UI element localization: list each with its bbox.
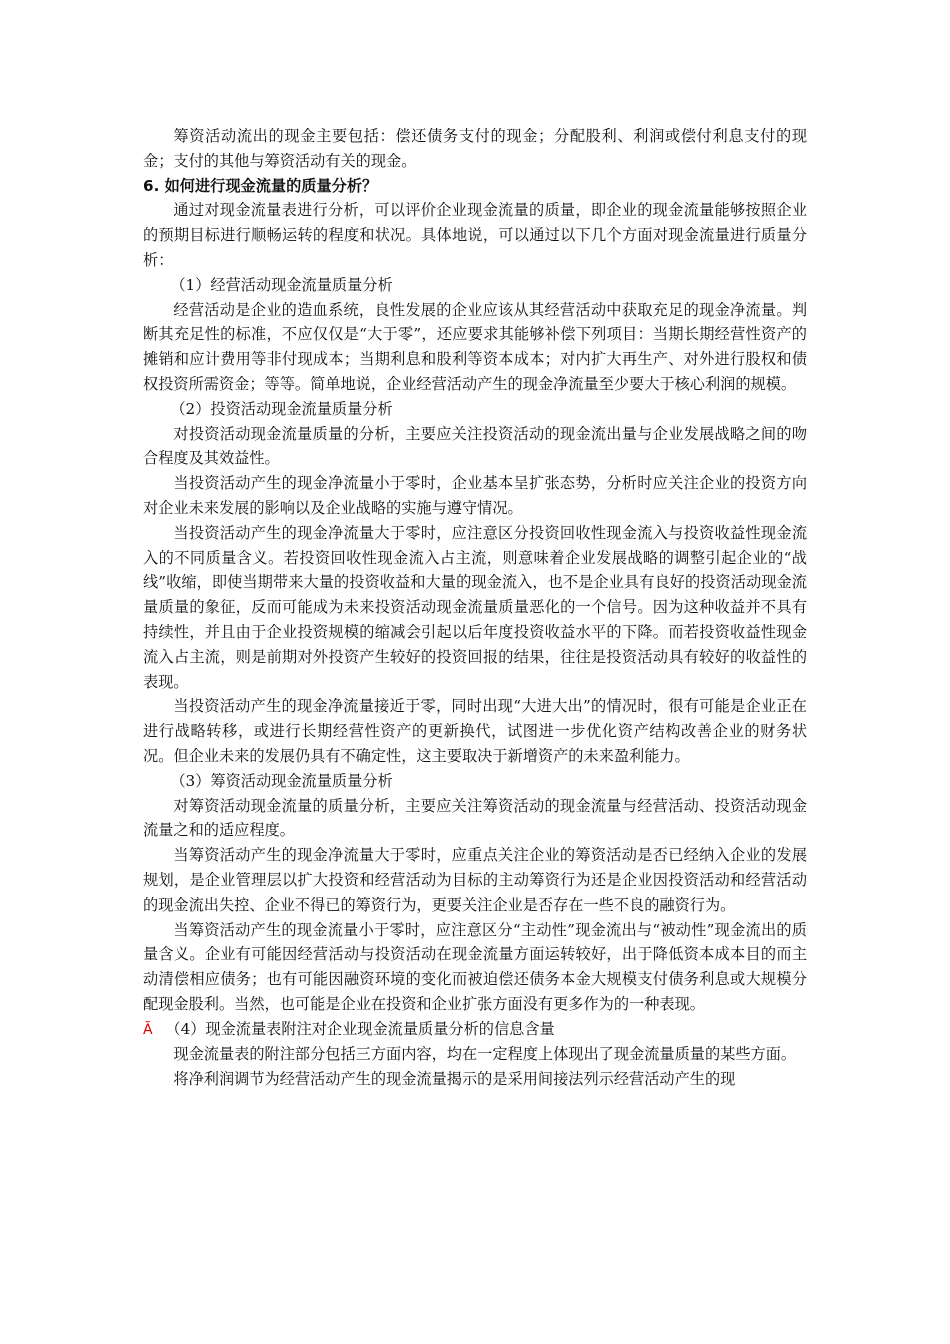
paragraph-financing-outflow: 筹资活动流出的现金主要包括：偿还债务支付的现金；分配股利、利润或偿付利息支付的现金；支付的其他与筹资活动有关的现金。 [143, 127, 807, 170]
red-marker-glyph: Ã [143, 1021, 153, 1038]
subheading-investing: （2）投资活动现金流量质量分析 [170, 399, 393, 418]
document-page [143, 124, 807, 1092]
paragraph-investing-a: 对投资活动现金流量质量的分析，主要应关注投资活动的现金流出量与企业发展战略之间的吻合程度及其效益性。 [143, 424, 807, 468]
paragraph-investing-b: 当投资活动产生的现金净流量小于零时，企业基本呈扩张态势，分析时应关注企业的投资方向对企业未来发展的影响以及企业战略的实施与遵守情况。 [143, 474, 807, 517]
paragraph-notes-a: 现金流量表的附注部分包括三方面内容，均在一定程度上体现出了现金流量质量的某些方面。 [173, 1045, 797, 1064]
paragraph-financing-b: 当筹资活动产生的现金净流量大于零时，应重点关注企业的筹资活动是否已经纳入企业的发展规划，是企业管理层以扩大投资和经营活动为目标的主动筹资行为还是企业因投资活动和经营活动的现金流出失控、企业不得已的筹资行为，更要关注企业是否存在一些不良的融资行为。 [143, 846, 807, 914]
subheading-notes-row [143, 1017, 807, 1043]
paragraph-financing-a: 对筹资活动现金流量的质量分析，主要应关注筹资活动的现金流量与经营活动、投资活动现金流量之和的适应程度。 [143, 796, 807, 840]
paragraph-operating: 经营活动是企业的造血系统，良性发展的企业应该从其经营活动中获取充足的现金净流量。判断其充足性的标准，不应仅仅是“大于零”，还应要求其能够补偿下列项目：当期长期经营性资产的摊销和应计费用等非付现成本；当期利息和股利等资本成本；对内扩大再生产、对外进行股权和债权投资所需资金；等等。简单地说，企业经营活动产生的现金净流量至少要大于核心利润的规模。 [143, 300, 807, 393]
subheading-operating: （1）经营活动现金流量质量分析 [170, 275, 393, 294]
subheading-financing: （3）筹资活动现金流量质量分析 [170, 771, 393, 790]
paragraph-notes-b: 将净利润调节为经营活动产生的现金流量揭示的是采用间接法列示经营活动产生的现 [173, 1070, 736, 1089]
paragraph-investing-c: 当投资活动产生的现金净流量大于零时，应注意区分投资回收性现金流入与投资收益性现金流入的不同质量含义。若投资回收性现金流入占主流，则意味着企业发展战略的调整引起企业的“战线”收缩，即使当期带来大量的投资收益和大量的现金流入，也不是企业具有良好的投资活动现金流量质量的象征，反而可能成为未来投资活动现金流量质量恶化的一个信号。因为这种收益并不具有持续性，并且由于企业投资规模的缩减会引起以后年度投资收益水平的下降。而若投资收益性现金流入占主流，则是前期对外投资产生较好的投资回报的结果，往往是投资活动具有较好的收益性的表现。 [143, 523, 807, 691]
paragraph-intro: 通过对现金流量表进行分析，可以评价企业现金流量的质量，即企业的现金流量能够按照企业的预期目标进行顺畅运转的程度和状况。具体地说，可以通过以下几个方面对现金流量进行质量分析： [143, 201, 807, 269]
paragraph-investing-d: 当投资活动产生的现金净流量接近于零，同时出现“大进大出”的情况时，很有可能是企业正在进行战略转移，或进行长期经营性资产的更新换代，试图进一步优化资产结构改善企业的财务状况。但企业未来的发展仍具有不确定性，这主要取决于新增资产的未来盈利能力。 [143, 697, 807, 765]
paragraph-financing-c: 当筹资活动产生的现金流量小于零时，应注意区分“主动性”现金流出与“被动性”现金流出的质量含义。企业有可能因经营活动与投资活动在现金流量方面运转较好，出于降低资本成本目的而主动清偿相应债务；也有可能因融资环境的变化而被迫偿还债务本金大规模支付债务利息或大规模分配现金股利。当然，也可能是企业在投资和企业扩张方面没有更多作为的一种表现。 [143, 920, 807, 1013]
section-heading-6: 6. 如何进行现金流量的质量分析？ [143, 176, 378, 195]
subheading-notes: （4）现金流量表附注对企业现金流量质量分析的信息含量 [165, 1019, 555, 1038]
